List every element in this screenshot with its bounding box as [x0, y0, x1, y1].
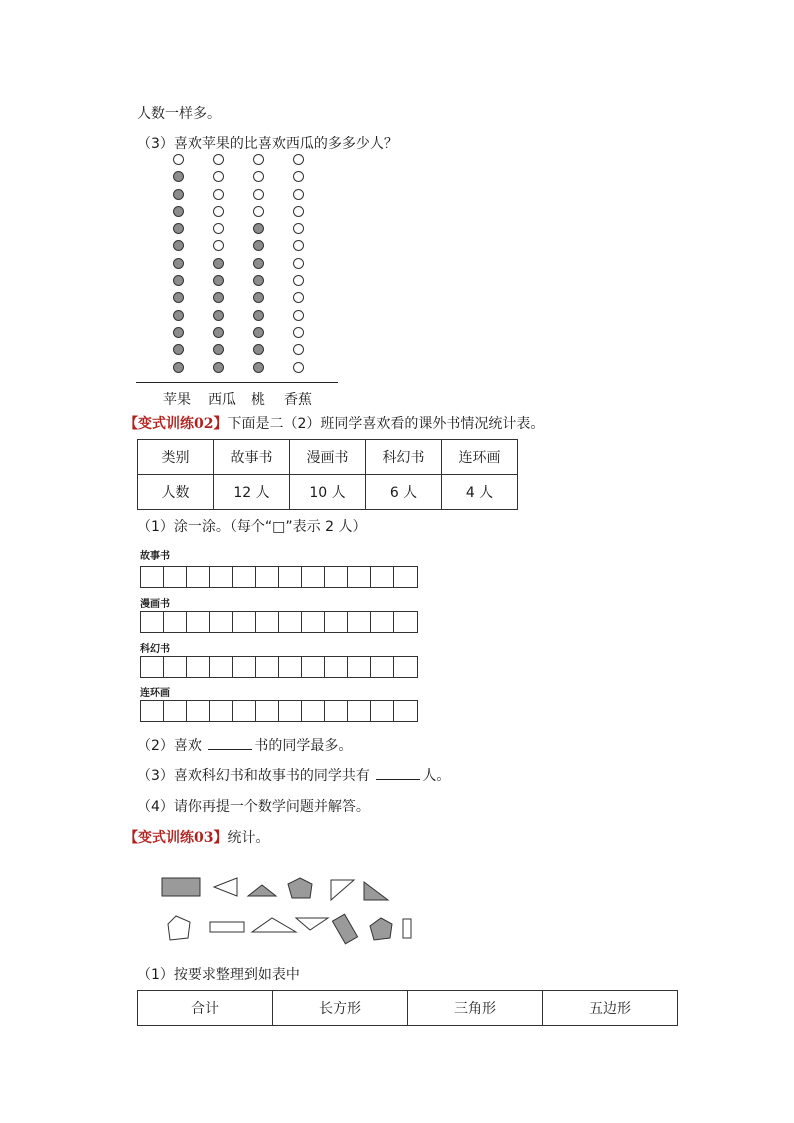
dot [253, 206, 264, 217]
table-row [138, 991, 678, 1026]
dot [293, 154, 304, 165]
category-label: 西瓜 [208, 392, 236, 408]
grid-cell[interactable] [302, 701, 325, 721]
pentagon-shape [288, 878, 312, 898]
dot [253, 362, 264, 373]
previous-line: 人数一样多。 [137, 106, 221, 122]
dot [253, 275, 264, 286]
grid-cell[interactable] [279, 701, 302, 721]
dot [213, 223, 224, 234]
shapes-svg [138, 858, 414, 950]
grid-story[interactable] [140, 566, 418, 588]
dot [253, 344, 264, 355]
dot [173, 362, 184, 373]
question-1: （1）涂一涂。（每个“□”表示 2 人） [137, 519, 367, 535]
table-row [138, 475, 518, 510]
table-cell: 6 人 [366, 475, 442, 510]
question-text: （2）喜欢 [137, 738, 202, 754]
dot-column-banana [293, 154, 307, 379]
exercise-3-heading [124, 829, 269, 847]
grid-cell[interactable] [302, 567, 325, 587]
grid-cell[interactable] [233, 657, 256, 677]
grid-cell[interactable] [371, 567, 394, 587]
dot [173, 292, 184, 303]
answer-blank[interactable] [208, 737, 252, 750]
grid-cell[interactable] [256, 612, 279, 632]
question-text: 人。 [422, 768, 451, 784]
table-header: 故事书 [214, 440, 290, 475]
grid-label: 故事书 [140, 551, 170, 562]
dot [173, 154, 184, 165]
grid-label: 漫画书 [140, 599, 170, 610]
grid-cell[interactable] [348, 701, 371, 721]
dot [293, 206, 304, 217]
question-text: （3）喜欢科幻书和故事书的同学共有 [137, 768, 370, 784]
dot-column-watermelon [213, 154, 227, 379]
grid-cell[interactable] [141, 701, 164, 721]
category-label: 桃 [251, 392, 265, 408]
grid-cell[interactable] [164, 657, 187, 677]
dot [213, 275, 224, 286]
grid-cell[interactable] [256, 567, 279, 587]
dot [173, 206, 184, 217]
grid-cell[interactable] [394, 567, 417, 587]
dot [253, 240, 264, 251]
triangle-shape [252, 918, 296, 932]
book-stats-table [137, 439, 518, 510]
dot [253, 310, 264, 321]
grid-cell[interactable] [302, 612, 325, 632]
dot [213, 258, 224, 269]
dot [213, 189, 224, 200]
grid-cell[interactable] [279, 612, 302, 632]
pentagon-shape [370, 918, 392, 940]
triangle-shape [248, 885, 276, 896]
grid-cell[interactable] [164, 612, 187, 632]
grid-cell[interactable] [187, 612, 210, 632]
table-header: 五边形 [543, 991, 678, 1026]
triangle-shape [214, 878, 237, 896]
table-header: 类别 [138, 440, 214, 475]
dot [213, 240, 224, 251]
grid-cell[interactable] [187, 567, 210, 587]
dot [253, 292, 264, 303]
rectangle-shape [332, 914, 357, 944]
question-3: （3）喜欢苹果的比喜欢西瓜的多多少人？ [137, 136, 398, 152]
grid-cell[interactable] [325, 701, 348, 721]
grid-cell[interactable] [302, 657, 325, 677]
dot [173, 344, 184, 355]
grid-cell[interactable] [371, 612, 394, 632]
question-2 [137, 737, 352, 755]
grid-cell[interactable] [210, 567, 233, 587]
grid-cell[interactable] [394, 701, 417, 721]
exercise-tag: 【变式训练02】 [124, 416, 228, 432]
dot [293, 258, 304, 269]
table-row-label: 人数 [138, 475, 214, 510]
dot-column-apple [173, 154, 187, 379]
dot [253, 189, 264, 200]
dot [173, 171, 184, 182]
triangle-shape [331, 880, 354, 900]
grid-cell[interactable] [164, 701, 187, 721]
table-row [138, 440, 518, 475]
question-4: （4）请你再提一个数学问题并解答。 [137, 799, 370, 815]
dot [173, 223, 184, 234]
grid-cell[interactable] [210, 701, 233, 721]
triangle-shape [364, 882, 388, 900]
pentagon-shape [168, 916, 190, 940]
table-cell: 4 人 [442, 475, 518, 510]
exercise-tag: 【变式训练03】 [124, 830, 228, 846]
dot [293, 223, 304, 234]
grid-picture-book[interactable] [140, 700, 418, 722]
dot [293, 327, 304, 338]
question-3-books [137, 767, 450, 785]
grid-cell[interactable] [233, 612, 256, 632]
grid-cell[interactable] [394, 657, 417, 677]
table-cell: 10 人 [290, 475, 366, 510]
grid-cell[interactable] [164, 567, 187, 587]
table-cell: 12 人 [214, 475, 290, 510]
answer-blank[interactable] [376, 767, 420, 780]
exercise-intro: 统计。 [227, 830, 270, 846]
dot [213, 344, 224, 355]
dot [253, 258, 264, 269]
grid-cell[interactable] [371, 657, 394, 677]
dot [213, 171, 224, 182]
grid-cell[interactable] [210, 612, 233, 632]
dot [173, 189, 184, 200]
dot [213, 362, 224, 373]
dot [293, 171, 304, 182]
dot [173, 310, 184, 321]
grid-cell[interactable] [187, 657, 210, 677]
grid-cell[interactable] [279, 567, 302, 587]
grid-cell[interactable] [325, 567, 348, 587]
dot [293, 189, 304, 200]
dot [293, 240, 304, 251]
grid-cell[interactable] [210, 657, 233, 677]
grid-cell[interactable] [141, 657, 164, 677]
grid-cell[interactable] [256, 657, 279, 677]
dot [253, 223, 264, 234]
grid-cell[interactable] [233, 701, 256, 721]
grid-cell[interactable] [279, 657, 302, 677]
dot [213, 292, 224, 303]
category-label: 苹果 [163, 392, 191, 408]
grid-cell[interactable] [141, 612, 164, 632]
grid-cell[interactable] [394, 612, 417, 632]
grid-label: 连环画 [140, 688, 170, 699]
dot [173, 258, 184, 269]
dot [293, 344, 304, 355]
question-1-shapes: （1）按要求整理到如表中 [137, 967, 300, 983]
dot [293, 275, 304, 286]
dot [293, 362, 304, 373]
table-header: 连环画 [442, 440, 518, 475]
grid-cell[interactable] [348, 657, 371, 677]
exercise-intro: 下面是二（2）班同学喜欢看的课外书情况统计表。 [227, 416, 545, 432]
rectangle-shape [403, 919, 411, 938]
grid-cell[interactable] [348, 612, 371, 632]
table-header: 长方形 [273, 991, 408, 1026]
dot [213, 310, 224, 321]
grid-comic[interactable] [140, 611, 418, 633]
grid-scifi[interactable] [140, 656, 418, 678]
grid-label: 科幻书 [140, 644, 170, 655]
triangle-shape [296, 918, 328, 930]
table-header: 三角形 [408, 991, 543, 1026]
grid-cell[interactable] [325, 657, 348, 677]
table-header: 漫画书 [290, 440, 366, 475]
dot [213, 327, 224, 338]
dot-chart [136, 154, 340, 386]
shape-stats-table [137, 990, 678, 1026]
dot [253, 327, 264, 338]
grid-cell[interactable] [256, 701, 279, 721]
rectangle-shape [210, 922, 244, 932]
dot-column-peach [253, 154, 267, 379]
rectangle-shape [162, 878, 200, 896]
grid-cell[interactable] [325, 612, 348, 632]
grid-cell[interactable] [141, 567, 164, 587]
dot [253, 154, 264, 165]
table-header: 科幻书 [366, 440, 442, 475]
dot [293, 310, 304, 321]
grid-cell[interactable] [371, 701, 394, 721]
dot [213, 154, 224, 165]
grid-cell[interactable] [348, 567, 371, 587]
shapes-figure [138, 858, 414, 950]
dot [173, 327, 184, 338]
grid-cell[interactable] [233, 567, 256, 587]
dot [213, 206, 224, 217]
dot [253, 171, 264, 182]
dot [293, 292, 304, 303]
table-header: 合计 [138, 991, 273, 1026]
exercise-2-heading [124, 415, 544, 433]
grid-cell[interactable] [187, 701, 210, 721]
dot [173, 275, 184, 286]
category-label: 香蕉 [284, 392, 312, 408]
dot [173, 240, 184, 251]
question-text: 书的同学最多。 [254, 738, 353, 754]
chart-axis [136, 382, 338, 383]
